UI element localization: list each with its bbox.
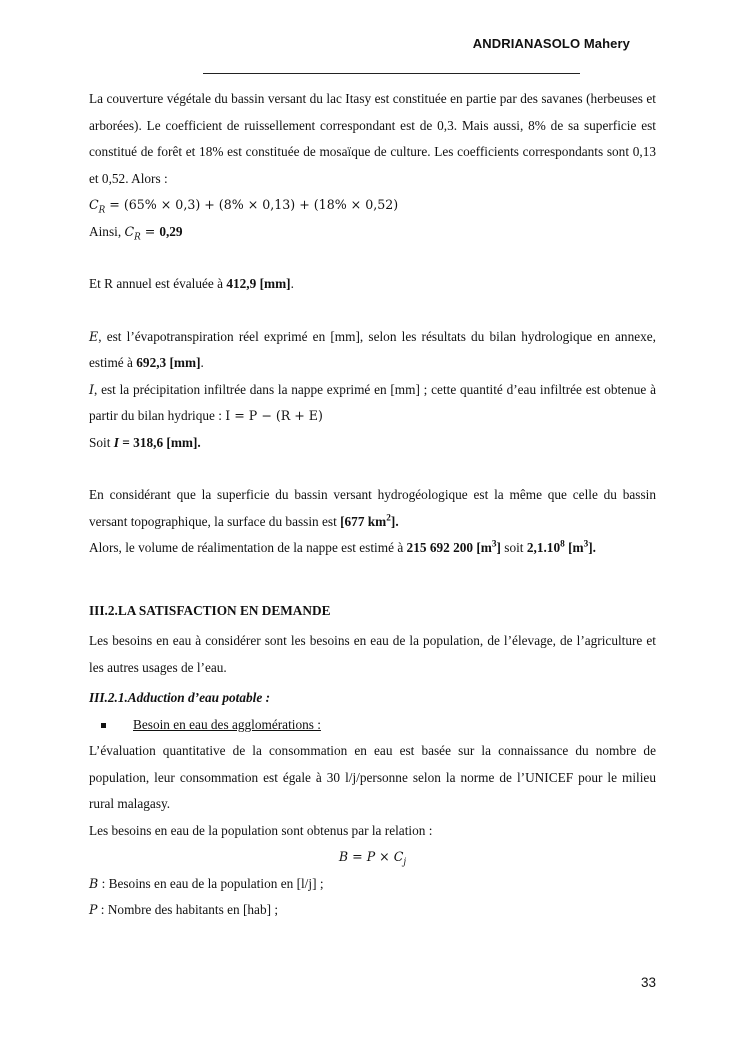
paragraph-vegetation: La couverture végétale du bassin versant du lac Itasy est constituée en partie par des savanes (herbeuses et arborées). Le coefficient de ruissellement correspondant est de 0,3. Mais aussi, 8% de sa superficie est constitué de forêt et 18% est constituée de mosaïque de culture. Les coefficients correspondants sont 0,13 et 0,52. Alors :: [89, 91, 656, 186]
paragraph-infiltration: I, est la précipitation infiltrée dans la nappe exprimé en [mm] ; cette quantité d’eau infiltrée est obtenue à partir du bilan hydrique : I = P − (R + E): [89, 381, 656, 423]
paragraph-surface: En considérant que la superficie du bassin versant hydrogéologique est la même que celle du bassin versant topographique, la surface du bassin est [677 $km^2$].: [89, 487, 656, 529]
subsection-heading: III.2.1.Adduction d’eau potable :: [89, 690, 270, 705]
paragraph-evaluation: L’évaluation quantitative de la consommation en eau est basée sur la connaissance du nombre de population, leur consommation est égale à 30 l/j/personne selon la norme de l’UNICEF pour le milieu rural malagasy.: [89, 743, 656, 811]
definition-p: P : Nombre des habitants en [hab] ;: [89, 902, 279, 917]
section-heading: III.2.LA SATISFACTION EN DEMANDE: [89, 602, 331, 618]
definition-b: B : Besoins en eau de la population en [l/j] ;: [89, 875, 324, 891]
header-rule: [203, 73, 580, 74]
page-number: 33: [640, 975, 656, 990]
running-header-author: ANDRIANASOLO Mahery: [472, 36, 630, 51]
bullet-item: Besoin en eau des agglomérations :: [89, 712, 656, 739]
section-intro: Les besoins en eau à considérer sont les besoins en eau de la population, de l’élevage, de l’agriculture et les autres usages de l’eau.: [89, 633, 656, 675]
square-bullet-icon: [101, 723, 106, 728]
paragraph-volume: Alors, le volume de réalimentation de la nappe est estimé à 215 692 200 $[m^3]$ soit 2,1.10$^8$ $[m^3]$.: [89, 539, 597, 555]
paragraph-evapotranspiration: E, est l’évapotranspiration réel exprimé en [mm], selon les résultats du bilan hydrologique en annexe, estimé à 692,3 [mm].: [89, 328, 656, 370]
ainsi-result: Ainsi, $C_R = 0,29$: [89, 223, 183, 243]
page-body: [89, 86, 656, 924]
formula-besoin: $B = P \times C_j$: [338, 849, 407, 868]
r-annuel-line: Et R annuel est évaluée à 412,9 [mm].: [89, 276, 294, 291]
paragraph-relation: Les besoins en eau de la population sont obtenus par la relation :: [89, 822, 433, 838]
formula-cr: $C_R = (65\% \times 0,3) + (8\% \times 0,13) + (18\% \times 0,52)$: [89, 197, 399, 216]
soit-result: Soit I = 318,6 [mm].: [89, 434, 201, 450]
